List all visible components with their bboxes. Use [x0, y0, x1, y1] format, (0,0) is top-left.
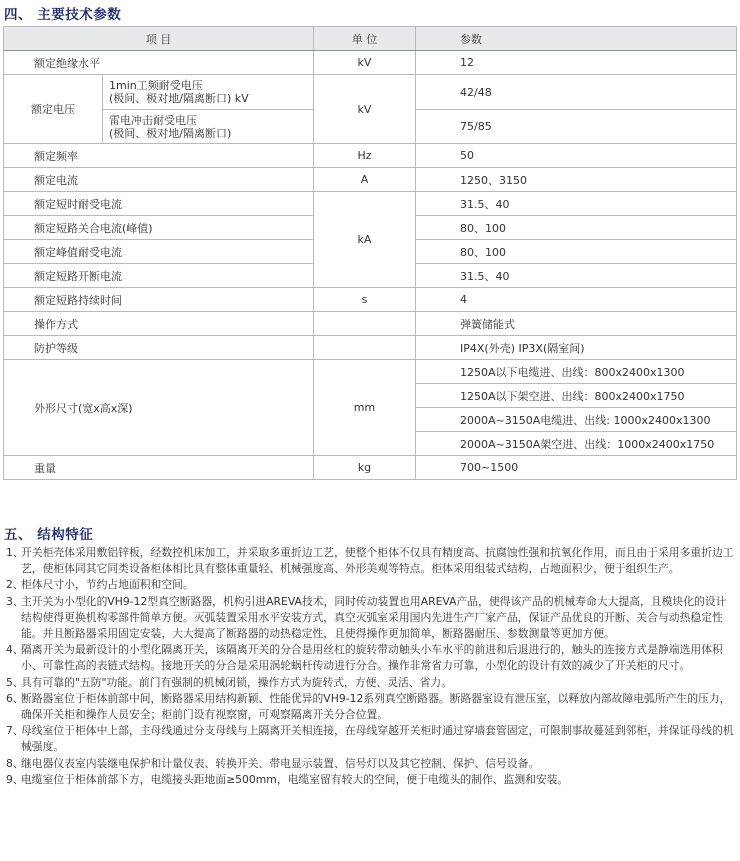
- cell-value: 2000A~3150A架空进、出线：1000x2400x1750: [416, 432, 737, 456]
- cell-item: 防护等级: [4, 336, 314, 360]
- cell-item: 额定短路开断电流: [4, 264, 314, 288]
- list-item-text: 母线室位于柜体中上部，主母线通过分支母线与上隔离开关相连接，在母线穿越开关柜时通过穿墙套管固定，可限制事故蔓延到邻柜，并保证母线的机械强度。: [21, 724, 734, 754]
- cell-item: 额定短时耐受电流: [4, 192, 314, 216]
- cell-value: IP4X(外壳) IP3X(隔室间): [416, 336, 737, 360]
- table-row: [4, 288, 737, 312]
- cell-unit: [314, 312, 416, 336]
- table-row: [4, 51, 737, 75]
- table-row: [4, 336, 737, 360]
- list-item-number: 3、: [6, 594, 24, 608]
- list-item-text: 电缆室位于柜体前部下方，电缆接头距地面≥500mm，电缆室留有较大的空间，便于电缆头的制作、监测和安装。: [21, 772, 569, 786]
- list-item-number: 9、: [6, 772, 24, 786]
- cell-unit: A: [314, 168, 416, 192]
- list-item: [6, 594, 734, 643]
- table-row: [4, 75, 737, 110]
- cell-item: 额定频率: [4, 144, 314, 168]
- cell-item: 外形尺寸(宽x高x深): [4, 360, 314, 456]
- cell-value: 弹簧储能式: [416, 312, 737, 336]
- list-item-number: 6、: [6, 691, 24, 705]
- cell-value: 2000A~3150A电缆进、出线: 1000x2400x1300: [416, 408, 737, 432]
- cell-unit: s: [314, 288, 416, 312]
- table-row: [4, 168, 737, 192]
- cell-value: 75/85: [416, 110, 737, 144]
- sub-item-line: 1min工频耐受电压: [109, 79, 203, 92]
- cell-value: 31.5、40: [416, 192, 737, 216]
- list-item-text: 继电器仪表室内装继电保护和计量仪表、转换开关、带电显示装置、信号灯以及其它控制、保护、信号设备。: [21, 756, 540, 770]
- list-item: [6, 723, 734, 755]
- section-5-title: 五、 结构特征: [4, 527, 94, 543]
- spec-table: [3, 26, 737, 480]
- list-item-number: 5、: [6, 675, 24, 689]
- cell-value: 1250、3150: [416, 168, 737, 192]
- cell-sub-item: [103, 75, 314, 110]
- sub-item-line: 雷电冲击耐受电压: [109, 113, 197, 127]
- cell-value: 50: [416, 144, 737, 168]
- table-row: [4, 192, 737, 216]
- list-item-text: 柜体尺寸小，节约占地面积和空间。: [21, 578, 194, 592]
- sub-item-line: (极间、极对地/隔离断口): [109, 126, 232, 140]
- cell-unit: [314, 336, 416, 360]
- cell-value: 700~1500: [416, 456, 737, 480]
- list-item-number: 4、: [6, 643, 24, 657]
- cell-sub-item: [103, 110, 314, 144]
- list-item-number: 2、: [6, 578, 24, 592]
- cell-value: 1250A以下架空进、出线：800x2400x1750: [416, 384, 737, 408]
- list-item-text: 隔离开关为最新设计的小型化隔离开关，该隔离开关的分合是用丝杠的旋转带动触头小车水平的前进和后退进行的，触头的连接方式是静端选用体积小、可靠性高的表链式结构。接地开关的分合是采用涡轮蜗杆传动进行分合。操作非常省力可靠，小型化的设计有效的减少了开关柜的尺寸。: [21, 643, 723, 673]
- cell-value: 80、100: [416, 240, 737, 264]
- list-item-text: 具有可靠的"五防"功能。前门有强制的机械闭锁，操作方式为旋转式，方便、灵活、省力。: [21, 675, 453, 689]
- feature-list: [6, 545, 734, 788]
- section-4-title: 四、 主要技术参数: [4, 7, 122, 23]
- cell-value: 4: [416, 288, 737, 312]
- list-item: [6, 675, 734, 691]
- cell-item: 操作方式: [4, 312, 314, 336]
- header-value: 参数: [416, 27, 737, 51]
- list-item-text: 开关柜壳体采用敷铝锌板，经数控机床加工，并采取多重折边工艺，使整个柜体不仅具有精度高、抗腐蚀性强和抗氧化作用，而且由于采用多重折边工艺，使柜体同其它同类设备柜体相比具有整体重量轻、机械强度高、外形美观等特点。柜体采用组装式结构，占地面积少，便于组织生产。: [21, 546, 734, 576]
- cell-value: 31.5、40: [416, 264, 737, 288]
- cell-group-rated-voltage: 额定电压: [4, 75, 103, 144]
- cell-value: 80、100: [416, 216, 737, 240]
- cell-item: 额定绝缘水平: [4, 51, 314, 75]
- list-item-number: 7、: [6, 724, 24, 738]
- cell-unit: kV: [314, 51, 416, 75]
- cell-value: 42/48: [416, 75, 737, 110]
- cell-unit: kA: [314, 192, 416, 288]
- cell-item: 额定短路关合电流(峰值): [4, 216, 314, 240]
- cell-unit: Hz: [314, 144, 416, 168]
- cell-item: 额定峰值耐受电流: [4, 240, 314, 264]
- list-item: [6, 642, 734, 674]
- list-item-number: 1、: [6, 546, 24, 559]
- cell-unit: kV: [314, 75, 416, 144]
- list-item: [6, 545, 734, 577]
- list-item-text: 主开关为小型化的VH9-12型真空断路器，机构引进AREVA技术，同时传动装置也用AREVA产品，使得该产品的机械寿命大大提高，且模块化的设计结构使得更换机构零部件简单方便。灭弧装置采用水平安装方式，真空灭弧室采用国内先进生产厂家产品，保证产品优良的开断、关合与动热稳定性能。并且断路器采用固定安装，大大提高了断路器的动热稳定性，且使得操作更加简单，断路器耐压、参数测量等更加方便。: [21, 594, 727, 641]
- cell-item: 额定短路持续时间: [4, 288, 314, 312]
- table-row: [4, 312, 737, 336]
- cell-unit: kg: [314, 456, 416, 480]
- table-header-row: [4, 27, 737, 51]
- list-item-text: 断路器室位于柜体前部中间，断路器采用结构新颖、性能优异的VH9-12系列真空断路器。断路器室设有泄压室，以释放内部故障电弧所产生的压力，确保开关柜和操作人员安全；柜前门设有视察窗，可观察隔离开关分合位置。: [21, 691, 731, 722]
- list-item: [6, 772, 734, 788]
- table-row: [4, 144, 737, 168]
- sub-item-line: (极间、极对地/隔离断口) kV: [109, 92, 249, 105]
- cell-value: 1250A以下电缆进、出线：800x2400x1300: [416, 360, 737, 384]
- list-item: [6, 577, 734, 593]
- cell-item: 额定电流: [4, 168, 314, 192]
- table-row: [4, 456, 737, 480]
- cell-value: 12: [416, 51, 737, 75]
- cell-unit: mm: [314, 360, 416, 456]
- header-item: 项 目: [4, 27, 314, 51]
- list-item-number: 8、: [6, 756, 24, 770]
- list-item: [6, 691, 734, 723]
- header-unit: 单 位: [314, 27, 416, 51]
- table-row: [4, 360, 737, 384]
- list-item: [6, 756, 734, 772]
- cell-item: 重量: [4, 456, 314, 480]
